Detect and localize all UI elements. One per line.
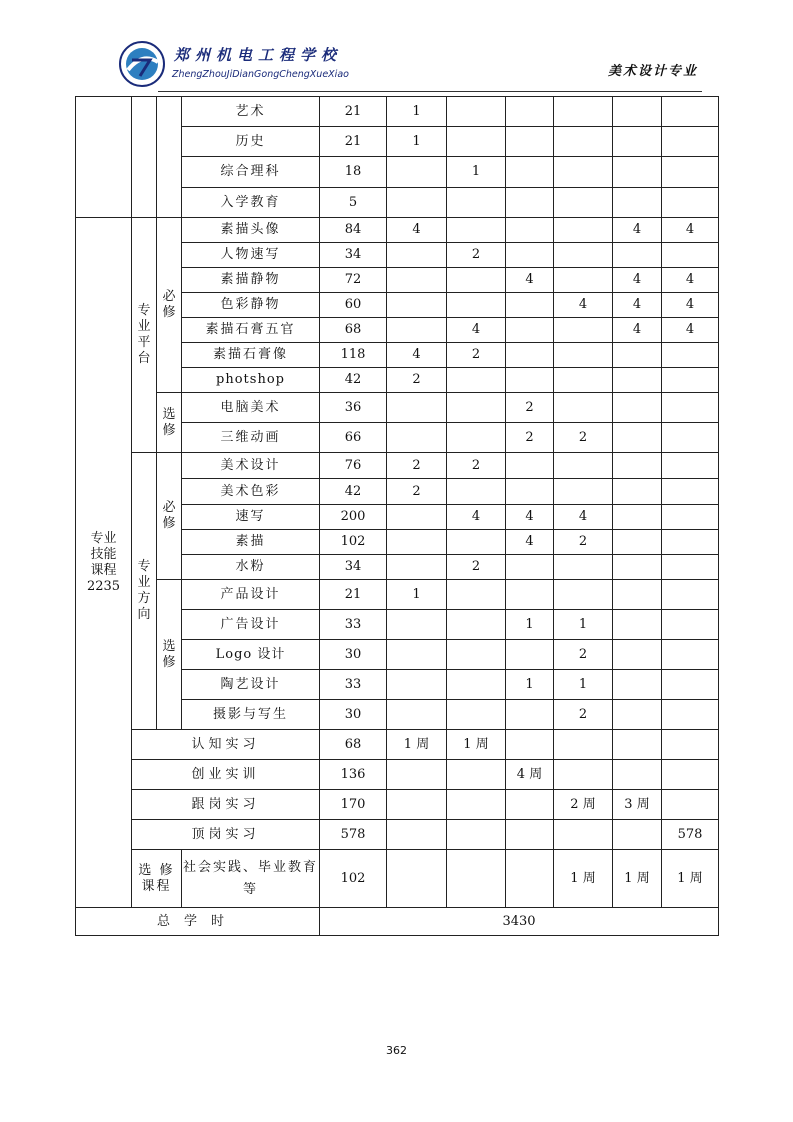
semester-5 <box>613 157 662 188</box>
course-hours: 60 <box>320 293 387 318</box>
semester-5 <box>613 760 662 790</box>
semester-1: 4 <box>387 218 447 243</box>
semester-6 <box>662 368 719 393</box>
semester-6: 4 <box>662 293 719 318</box>
semester-1 <box>387 850 447 908</box>
semester-2 <box>447 760 506 790</box>
semester-2 <box>447 700 506 730</box>
semester-5 <box>613 243 662 268</box>
semester-2 <box>447 640 506 670</box>
semester-2 <box>447 850 506 908</box>
semester-5 <box>613 555 662 580</box>
elective-courses-label: 选 修 课程 <box>132 850 182 908</box>
type-required-platform: 必 修 <box>157 218 182 393</box>
course-hours: 102 <box>320 530 387 555</box>
course-hours: 102 <box>320 850 387 908</box>
semester-2 <box>447 790 506 820</box>
semester-6 <box>662 670 719 700</box>
semester-5: 1 周 <box>613 850 662 908</box>
semester-6 <box>662 343 719 368</box>
table-row <box>76 760 719 790</box>
semester-5 <box>613 343 662 368</box>
semester-1 <box>387 393 447 423</box>
course-name: photshop <box>182 368 320 393</box>
semester-3 <box>506 318 554 343</box>
semester-2 <box>447 188 506 218</box>
course-hours: 34 <box>320 243 387 268</box>
semester-5: 4 <box>613 318 662 343</box>
school-name-en: ZhengZhouJiDianGongChengXueXiao <box>172 69 349 80</box>
semester-4: 2 周 <box>554 790 613 820</box>
course-name: 创业实训 <box>132 760 320 790</box>
semester-1 <box>387 530 447 555</box>
semester-6 <box>662 243 719 268</box>
course-name: 顶岗实习 <box>132 820 320 850</box>
semester-2: 4 <box>447 505 506 530</box>
semester-3 <box>506 790 554 820</box>
course-name: 综合理科 <box>182 157 320 188</box>
course-hours: 36 <box>320 393 387 423</box>
table-row <box>76 730 719 760</box>
semester-2: 2 <box>447 453 506 479</box>
course-name: Logo 设计 <box>182 640 320 670</box>
course-name: 入学教育 <box>182 188 320 218</box>
semester-2 <box>447 127 506 157</box>
semester-1 <box>387 188 447 218</box>
semester-6 <box>662 640 719 670</box>
semester-3 <box>506 97 554 127</box>
total-value: 3430 <box>320 908 719 936</box>
semester-2 <box>447 610 506 640</box>
semester-2 <box>447 218 506 243</box>
course-hours: 42 <box>320 479 387 505</box>
course-name: 速写 <box>182 505 320 530</box>
course-hours: 30 <box>320 640 387 670</box>
semester-4 <box>554 243 613 268</box>
semester-6 <box>662 127 719 157</box>
semester-2: 1 <box>447 157 506 188</box>
course-hours: 5 <box>320 188 387 218</box>
semester-4 <box>554 127 613 157</box>
table-row <box>76 850 719 908</box>
semester-6: 1 周 <box>662 850 719 908</box>
semester-1 <box>387 243 447 268</box>
course-hours: 33 <box>320 670 387 700</box>
semester-3: 1 <box>506 610 554 640</box>
course-name: 产品设计 <box>182 580 320 610</box>
semester-4 <box>554 268 613 293</box>
semester-3 <box>506 157 554 188</box>
semester-4: 1 <box>554 670 613 700</box>
page-header <box>118 38 718 96</box>
semester-3 <box>506 343 554 368</box>
semester-1 <box>387 760 447 790</box>
semester-4: 2 <box>554 640 613 670</box>
course-name: 摄影与写生 <box>182 700 320 730</box>
course-hours: 68 <box>320 318 387 343</box>
semester-6 <box>662 700 719 730</box>
semester-2 <box>447 670 506 700</box>
semester-2: 4 <box>447 318 506 343</box>
semester-5 <box>613 505 662 530</box>
semester-4 <box>554 580 613 610</box>
semester-2: 1 周 <box>447 730 506 760</box>
semester-1: 2 <box>387 479 447 505</box>
semester-3 <box>506 218 554 243</box>
semester-3 <box>506 555 554 580</box>
semester-3: 1 <box>506 670 554 700</box>
semester-3 <box>506 243 554 268</box>
semester-5 <box>613 640 662 670</box>
semester-3 <box>506 580 554 610</box>
type-elective-direction: 选 修 <box>157 580 182 730</box>
semester-1 <box>387 157 447 188</box>
semester-2 <box>447 393 506 423</box>
semester-3: 4 <box>506 530 554 555</box>
semester-6 <box>662 580 719 610</box>
type-required-direction: 必 修 <box>157 453 182 580</box>
semester-1: 1 <box>387 580 447 610</box>
course-hours: 34 <box>320 555 387 580</box>
semester-3 <box>506 453 554 479</box>
course-hours: 72 <box>320 268 387 293</box>
semester-4: 1 <box>554 610 613 640</box>
semester-1 <box>387 505 447 530</box>
semester-3 <box>506 127 554 157</box>
page-number: 362 <box>386 1044 407 1057</box>
table-row <box>76 790 719 820</box>
semester-5 <box>613 393 662 423</box>
semester-5 <box>613 670 662 700</box>
semester-4: 1 周 <box>554 850 613 908</box>
semester-1: 2 <box>387 368 447 393</box>
course-hours: 170 <box>320 790 387 820</box>
course-name: 美术色彩 <box>182 479 320 505</box>
semester-3 <box>506 188 554 218</box>
type-elective-platform: 选 修 <box>157 393 182 453</box>
table-row <box>76 453 719 479</box>
semester-1: 4 <box>387 343 447 368</box>
course-name: 电脑美术 <box>182 393 320 423</box>
semester-5 <box>613 127 662 157</box>
semester-6 <box>662 393 719 423</box>
semester-6 <box>662 505 719 530</box>
course-hours: 66 <box>320 423 387 453</box>
semester-5 <box>613 530 662 555</box>
course-name: 素描头像 <box>182 218 320 243</box>
semester-5: 4 <box>613 268 662 293</box>
course-hours: 42 <box>320 368 387 393</box>
semester-2 <box>447 368 506 393</box>
semester-1 <box>387 293 447 318</box>
semester-5 <box>613 453 662 479</box>
semester-3 <box>506 368 554 393</box>
course-hours: 21 <box>320 97 387 127</box>
semester-5 <box>613 423 662 453</box>
semester-1 <box>387 610 447 640</box>
semester-5: 4 <box>613 218 662 243</box>
table-row <box>76 97 719 127</box>
semester-6 <box>662 188 719 218</box>
course-hours: 136 <box>320 760 387 790</box>
semester-1 <box>387 423 447 453</box>
semester-5 <box>613 479 662 505</box>
semester-5 <box>613 610 662 640</box>
semester-4 <box>554 157 613 188</box>
semester-4 <box>554 368 613 393</box>
semester-4 <box>554 343 613 368</box>
semester-5: 4 <box>613 293 662 318</box>
table-row <box>76 393 719 423</box>
course-name: 艺术 <box>182 97 320 127</box>
semester-2 <box>447 268 506 293</box>
course-hours: 68 <box>320 730 387 760</box>
semester-3: 4 <box>506 505 554 530</box>
semester-2: 2 <box>447 343 506 368</box>
semester-5 <box>613 368 662 393</box>
semester-5 <box>613 730 662 760</box>
subcat-direction: 专 业 方 向 <box>132 453 157 730</box>
course-name: 美术设计 <box>182 453 320 479</box>
semester-1 <box>387 268 447 293</box>
semester-4 <box>554 318 613 343</box>
semester-4: 4 <box>554 293 613 318</box>
semester-4: 2 <box>554 700 613 730</box>
semester-6 <box>662 760 719 790</box>
semester-6: 4 <box>662 318 719 343</box>
semester-4: 4 <box>554 505 613 530</box>
course-name: 历史 <box>182 127 320 157</box>
semester-3 <box>506 730 554 760</box>
course-name: 素描石膏像 <box>182 343 320 368</box>
semester-6 <box>662 157 719 188</box>
course-hours: 578 <box>320 820 387 850</box>
course-name: 素描 <box>182 530 320 555</box>
semester-1: 1 <box>387 97 447 127</box>
semester-4 <box>554 820 613 850</box>
major-title: 美术设计专业 <box>607 64 698 79</box>
semester-3: 2 <box>506 393 554 423</box>
semester-5 <box>613 700 662 730</box>
course-name: 色彩静物 <box>182 293 320 318</box>
semester-3: 4 周 <box>506 760 554 790</box>
course-name: 人物速写 <box>182 243 320 268</box>
semester-6 <box>662 530 719 555</box>
course-name: 社会实践、毕业教育等 <box>182 850 320 908</box>
course-hours: 76 <box>320 453 387 479</box>
semester-6: 4 <box>662 218 719 243</box>
semester-4: 2 <box>554 423 613 453</box>
header-divider <box>158 91 702 92</box>
semester-3 <box>506 640 554 670</box>
total-row <box>76 908 719 936</box>
school-name-cn: 郑州机电工程学校 <box>174 46 343 64</box>
semester-6 <box>662 610 719 640</box>
course-name: 水粉 <box>182 555 320 580</box>
table-row <box>76 580 719 610</box>
semester-1 <box>387 820 447 850</box>
semester-2: 2 <box>447 243 506 268</box>
semester-2 <box>447 293 506 318</box>
semester-4 <box>554 218 613 243</box>
semester-6: 4 <box>662 268 719 293</box>
semester-5 <box>613 97 662 127</box>
table-row <box>76 218 719 243</box>
type-cell-prev <box>157 97 182 218</box>
semester-4 <box>554 730 613 760</box>
course-hours: 84 <box>320 218 387 243</box>
semester-5 <box>613 580 662 610</box>
semester-2 <box>447 479 506 505</box>
course-hours: 118 <box>320 343 387 368</box>
semester-6 <box>662 479 719 505</box>
course-name: 广告设计 <box>182 610 320 640</box>
semester-2 <box>447 423 506 453</box>
semester-3: 2 <box>506 423 554 453</box>
semester-5: 3 周 <box>613 790 662 820</box>
semester-5 <box>613 820 662 850</box>
semester-1: 2 <box>387 453 447 479</box>
table-row <box>76 820 719 850</box>
course-name: 跟岗实习 <box>132 790 320 820</box>
semester-1 <box>387 670 447 700</box>
semester-6 <box>662 423 719 453</box>
semester-6 <box>662 97 719 127</box>
semester-1 <box>387 700 447 730</box>
course-hours: 30 <box>320 700 387 730</box>
semester-3: 4 <box>506 268 554 293</box>
semester-4 <box>554 555 613 580</box>
semester-6 <box>662 790 719 820</box>
total-label: 总学时 <box>76 908 320 936</box>
semester-2: 2 <box>447 555 506 580</box>
subcat-cell-prev <box>132 97 157 218</box>
semester-3 <box>506 479 554 505</box>
category-professional-skills: 专业 技能 课程 2235 <box>76 218 132 908</box>
semester-1 <box>387 640 447 670</box>
course-hours: 21 <box>320 580 387 610</box>
category-cell-prev <box>76 97 132 218</box>
semester-4 <box>554 393 613 423</box>
semester-1: 1 <box>387 127 447 157</box>
semester-1 <box>387 555 447 580</box>
course-hours: 33 <box>320 610 387 640</box>
semester-2 <box>447 820 506 850</box>
school-logo <box>118 40 166 88</box>
semester-4 <box>554 760 613 790</box>
semester-4: 2 <box>554 530 613 555</box>
course-name: 认知实习 <box>132 730 320 760</box>
semester-1 <box>387 318 447 343</box>
semester-2 <box>447 530 506 555</box>
course-hours: 200 <box>320 505 387 530</box>
course-hours: 18 <box>320 157 387 188</box>
semester-2 <box>447 97 506 127</box>
semester-3 <box>506 850 554 908</box>
semester-3 <box>506 700 554 730</box>
subcat-platform: 专 业 平 台 <box>132 218 157 453</box>
semester-2 <box>447 580 506 610</box>
semester-6: 578 <box>662 820 719 850</box>
semester-6 <box>662 555 719 580</box>
course-name: 素描石膏五官 <box>182 318 320 343</box>
course-name: 三维动画 <box>182 423 320 453</box>
semester-6 <box>662 730 719 760</box>
semester-3 <box>506 293 554 318</box>
semester-3 <box>506 820 554 850</box>
semester-4 <box>554 479 613 505</box>
semester-6 <box>662 453 719 479</box>
semester-1: 1 周 <box>387 730 447 760</box>
course-name: 素描静物 <box>182 268 320 293</box>
semester-4 <box>554 453 613 479</box>
course-name: 陶艺设计 <box>182 670 320 700</box>
semester-5 <box>613 188 662 218</box>
curriculum-table <box>75 96 719 936</box>
semester-4 <box>554 188 613 218</box>
semester-4 <box>554 97 613 127</box>
course-hours: 21 <box>320 127 387 157</box>
semester-1 <box>387 790 447 820</box>
